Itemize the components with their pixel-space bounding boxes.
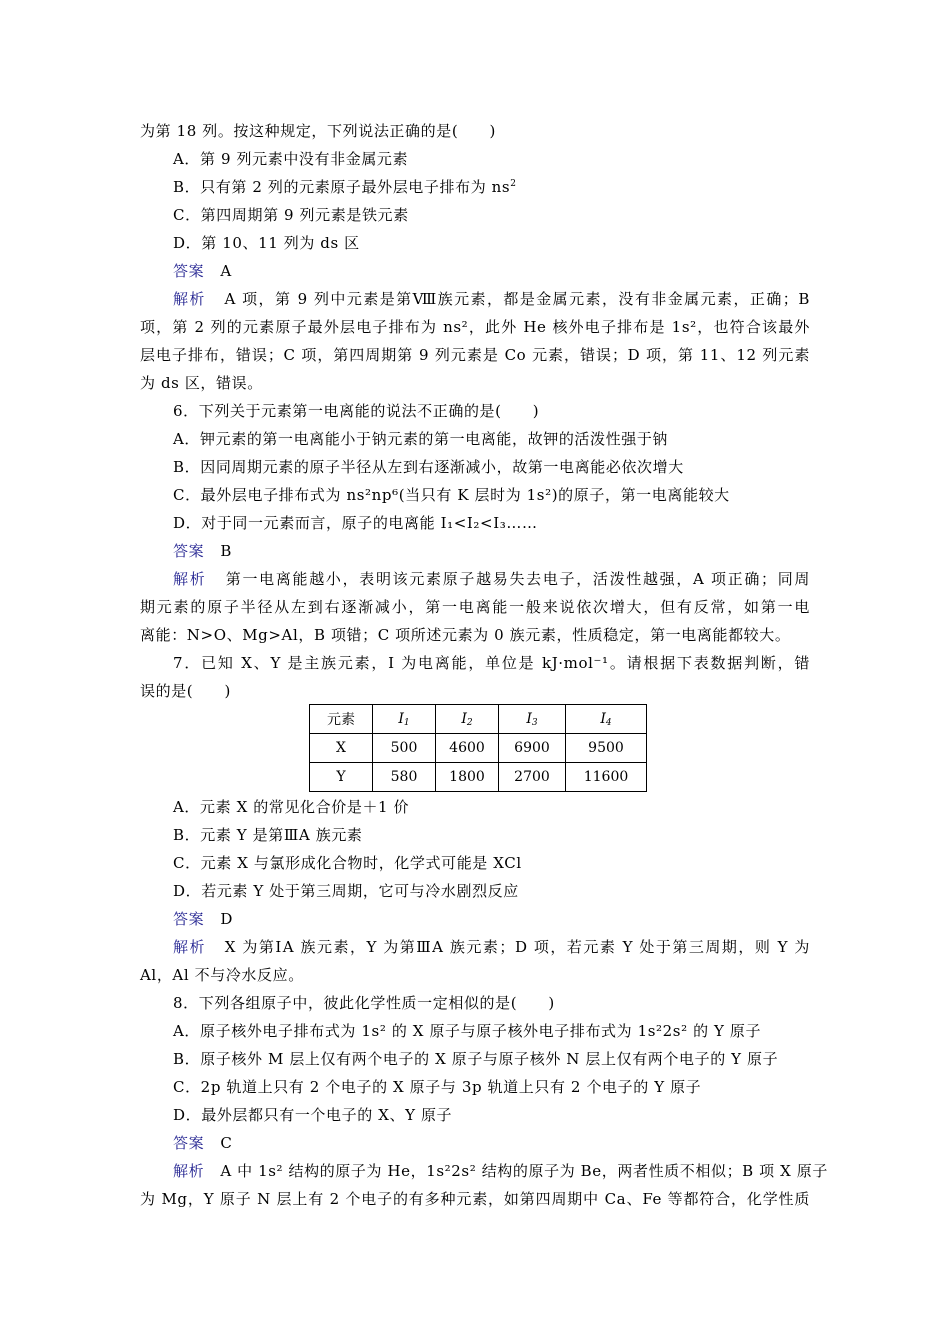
q6-explain-line-3: 离能：N>O、Mg>Al，B 项错；C 项所述元素为 0 族元素，性质稳定，第一电离能都较大。 [140,626,791,644]
table-header-cell: $I_4$ [566,705,647,734]
q5-explain-line-1 [173,289,810,309]
q7-explain-line-2: Al，Al 不与冷水反应。 [140,966,304,984]
ionization-energy-table [309,704,647,792]
q8-explain-line-2: 为 Mg，Y 原子 N 层上有 2 个电子的有多种元素，如第四周期中 Ca、Fe 等都符合，化学性质 [140,1190,810,1208]
table-header-row [310,705,647,734]
explain-text: 第一电离能越小，表明该元素原子越易失去电子，活泼性越强，A 项正确；同周 [225,570,810,588]
q8-stem: 8．下列各组原子中，彼此化学性质一定相似的是( ) [173,994,555,1012]
answer-value: C [220,1134,233,1152]
answer-label: 答案 [173,262,205,280]
q6-answer [173,541,232,561]
q5-option-c: C．第四周期第 9 列元素是铁元素 [173,206,409,224]
table-cell: 580 [373,763,436,792]
q5-explain-line-2: 项，第 2 列的元素原子最外层电子排布为 ns²，此外 He 核外电子排布是 1s²，也符合该最外 [140,318,810,336]
answer-value: A [220,262,232,280]
explain-label: 解析 [173,1162,205,1180]
table-cell: X [310,734,373,763]
answer-value: D [220,910,233,928]
table-row [310,763,647,792]
answer-value: B [220,542,232,560]
q8-option-a: A．原子核外电子排布式为 1s² 的 X 原子与原子核外电子排布式为 1s²2s² 的 Y 原子 [173,1022,762,1040]
answer-label: 答案 [173,1134,205,1152]
q8-option-b: B．原子核外 M 层上仅有两个电子的 X 原子与原子核外 N 层上仅有两个电子的 Y 原子 [173,1050,779,1068]
table-cell: Y [310,763,373,792]
q5-option-b-text: B．只有第 2 列的元素原子最外层电子排布为 ns [173,178,511,196]
q7-explain-line-1 [173,937,810,957]
table-cell: 11600 [566,763,647,792]
q6-option-c: C．最外层电子排布式为 ns²np⁶(当只有 K 层时为 1s²)的原子，第一电离能较大 [173,486,730,504]
q8-answer [173,1133,232,1153]
explain-text: X 为第ⅠA 族元素，Y 为第ⅢA 族元素；D 项，若元素 Y 处于第三周期，则 Y 为 [224,938,810,956]
table-cell: 6900 [499,734,566,763]
table-cell: 2700 [499,763,566,792]
table-row [310,734,647,763]
q5-option-b-sup: 2 [510,179,517,189]
q5-stem-continuation: 为第 18 列。按这种规定，下列说法正确的是( ) [140,122,496,140]
q7-stem-line-1: 7．已知 X、Y 是主族元素，I 为电离能，单位是 kJ·mol⁻¹。请根据下表数据判断，错 [173,654,810,672]
q7-option-c: C．元素 X 与氯形成化合物时，化学式可能是 XCl [173,854,522,872]
table-cell: 9500 [566,734,647,763]
q6-stem: 6．下列关于元素第一电离能的说法不正确的是( ) [173,402,540,420]
explain-text: A 项，第 9 列中元素是第Ⅷ族元素，都是金属元素，没有非金属元素，正确；B [224,290,810,308]
q7-option-d: D．若元素 Y 处于第三周期，它可与冷水剧烈反应 [173,882,519,900]
q6-explain-line-1 [173,569,810,589]
table-header-cell: $I_3$ [499,705,566,734]
q6-option-a: A．钾元素的第一电离能小于钠元素的第一电离能，故钾的活泼性强于钠 [173,430,669,448]
table-header-cell: $I_1$ [373,705,436,734]
q6-option-b: B．因同周期元素的原子半径从左到右逐渐减小，故第一电离能必依次增大 [173,458,684,476]
q7-stem-line-2: 误的是( ) [140,682,231,700]
q7-answer [173,909,233,929]
table-cell: 4600 [436,734,499,763]
q8-option-c: C．2p 轨道上只有 2 个电子的 X 原子与 3p 轨道上只有 2 个电子的 Y 原子 [173,1078,702,1096]
table-header-cell: 元素 [310,705,373,734]
q5-explain-line-3: 层电子排布，错误；C 项，第四周期第 9 列元素是 Co 元素，错误；D 项，第 11、12 列元素 [140,346,810,364]
answer-label: 答案 [173,910,205,928]
table-header-cell: $I_2$ [436,705,499,734]
q5-answer [173,261,232,281]
q6-explain-line-2: 期元素的原子半径从左到右逐渐减小，第一电离能一般来说依次增大，但有反常，如第一电 [140,598,810,616]
table-cell: 1800 [436,763,499,792]
table-cell: 500 [373,734,436,763]
explain-text: A 中 1s² 结构的原子为 He，1s²2s² 结构的原子为 Be，两者性质不相似；B 项 X 原子 [220,1162,828,1180]
q5-option-b [173,177,517,197]
q5-option-d: D．第 10、11 列为 ds 区 [173,234,360,252]
q5-option-a: A．第 9 列元素中没有非金属元素 [173,150,409,168]
q8-option-d: D．最外层都只有一个电子的 X、Y 原子 [173,1106,453,1124]
answer-label: 答案 [173,542,205,560]
q7-option-a: A．元素 X 的常见化合价是＋1 价 [173,798,410,816]
q7-option-b: B．元素 Y 是第ⅢA 族元素 [173,826,363,844]
q5-explain-line-4: 为 ds 区，错误。 [140,374,263,392]
explain-label: 解析 [173,570,207,588]
q6-option-d: D．对于同一元素而言，原子的电离能 I₁<I₂<I₃…… [173,514,538,532]
explain-label: 解析 [173,938,206,956]
q8-explain-line-1 [173,1161,828,1181]
explain-label: 解析 [173,290,206,308]
